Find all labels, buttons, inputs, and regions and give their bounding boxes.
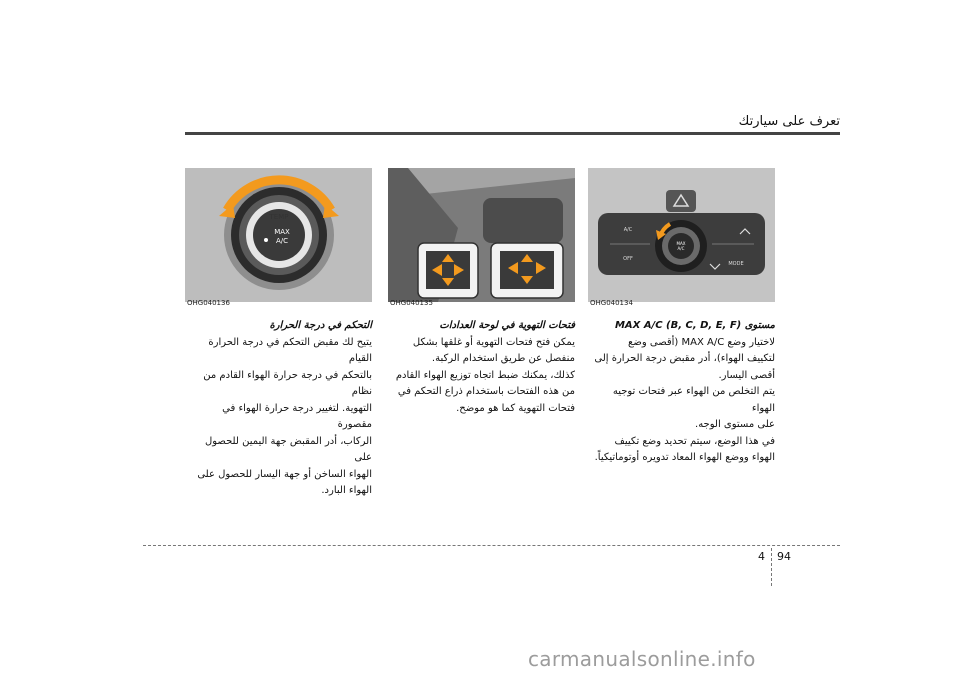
column-line: في هذا الوضع، سيتم تحديد وضع تكييف xyxy=(614,435,775,447)
column-line: الركاب، أدر المقبض جهة اليمين للحصول على xyxy=(204,435,372,463)
header-rule xyxy=(185,132,840,135)
column-line: الهواء الساخن أو جهة اليسار للحصول على xyxy=(197,468,372,480)
climate-panel-photo xyxy=(588,168,775,302)
chapter-number: 4 xyxy=(758,550,765,563)
column-line: لاختيار وضع MAX A/C (أقصى وضع xyxy=(628,336,775,348)
text-column-left xyxy=(185,318,372,500)
text-column-middle xyxy=(388,318,575,417)
page-number: 94 xyxy=(777,550,791,563)
panel-ac-button: A/C xyxy=(623,227,633,233)
column-line: كذلك، يمكنك ضبط اتجاه توزيع الهواء القادم xyxy=(395,369,575,381)
panel-knob-label-1: MAX xyxy=(676,241,686,246)
column-line: فتحات التهوية كما هو موضح. xyxy=(456,402,575,414)
temperature-knob-photo xyxy=(185,168,372,302)
caption-middle: OHG040135 xyxy=(390,299,433,307)
column-line: منفصل عن طريق استخدام الركبة. xyxy=(431,353,575,364)
footer-divider xyxy=(771,548,772,586)
caption-left: OHG040136 xyxy=(187,299,230,307)
knob-temp-label: TEMP xyxy=(269,213,289,221)
caption-right: OHG040134 xyxy=(590,299,633,307)
column-line: من هذه الفتحات باستخدام ذراع التحكم في xyxy=(397,386,575,397)
column-heading: مستوى MAX A/C (B, C, D, E, F) xyxy=(614,320,775,331)
column-line: يتيح لك مقبض التحكم في درجة الحرارة القيام xyxy=(208,336,372,364)
text-column-right xyxy=(588,318,775,467)
dashboard-vents-photo xyxy=(388,168,575,302)
column-line: بالتحكم في درجة حرارة الهواء القادم من نظام xyxy=(203,369,372,397)
column-heading: فتحات التهوية في لوحة العدادات xyxy=(439,320,575,331)
column-line: يتم التخلص من الهواء عبر فتحات توجيه الهواء xyxy=(612,386,775,414)
panel-knob-label-2: A/C xyxy=(677,246,685,251)
column-line: التهوية. لتغيير درجة حرارة الهواء في مقصورة xyxy=(222,402,372,430)
watermark: carmanualsonline.info xyxy=(528,647,756,671)
knob-center-label-2: A/C xyxy=(275,237,289,245)
column-line: أقصى اليسار. xyxy=(718,369,775,381)
column-line: لتكييف الهواء)، أدر مقبض درجة الحرارة إلى xyxy=(594,353,775,364)
knob-center-label-1: MAX xyxy=(274,228,290,236)
column-line: يمكن فتح فتحات التهوية أو غلقها بشكل xyxy=(412,336,575,348)
panel-fan-off: OFF xyxy=(623,256,633,262)
column-heading: التحكم في درجة الحرارة xyxy=(269,320,372,331)
column-line: الهواء البارد. xyxy=(321,485,372,496)
panel-mode-button: MODE xyxy=(728,261,744,267)
column-line: على مستوى الوجه. xyxy=(695,419,775,430)
column-line: الهواء ووضع الهواء المعاد تدويره أوتوماتيكياً. xyxy=(594,452,775,463)
footer-rule xyxy=(143,545,840,546)
page-header-title: تعرف على سيارتك xyxy=(738,114,840,129)
